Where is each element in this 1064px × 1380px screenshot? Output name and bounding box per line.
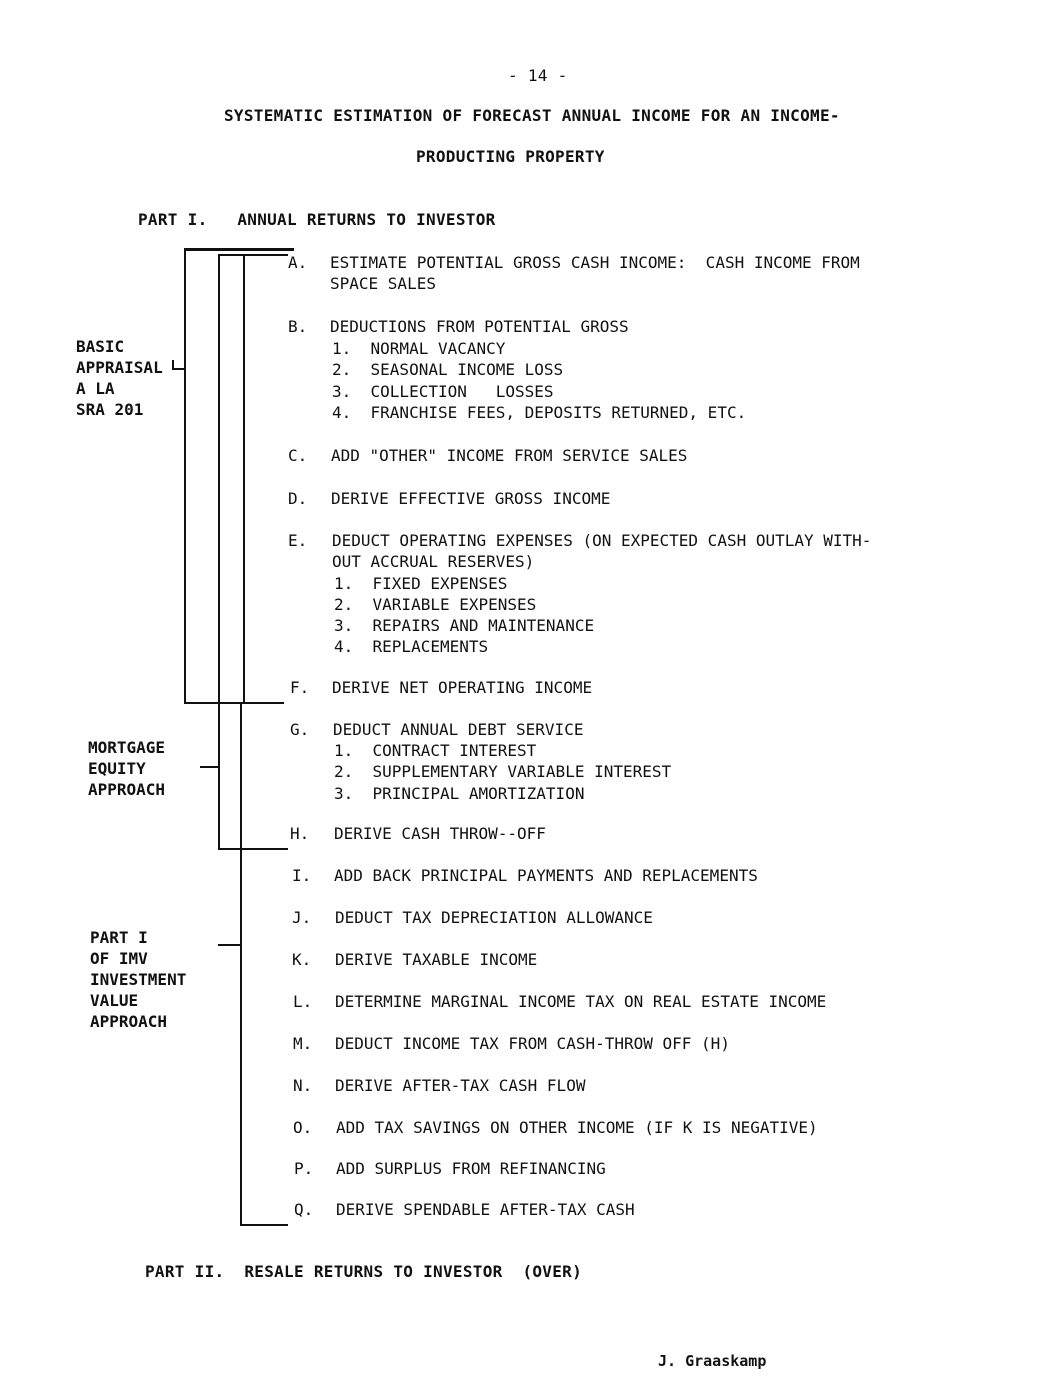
step-subitem: 1. FIXED EXPENSES xyxy=(334,574,508,593)
step-text: DEDUCT ANNUAL DEBT SERVICE xyxy=(333,720,584,739)
imv-label-line: PART I xyxy=(90,928,148,947)
step-text: DETERMINE MARGINAL INCOME TAX ON REAL ESTATE INCOME xyxy=(335,992,827,1011)
mortgage-label-line: EQUITY xyxy=(88,759,146,778)
step-letter: G. xyxy=(290,720,310,739)
step-text: DERIVE EFFECTIVE GROSS INCOME xyxy=(331,489,611,508)
step-letter: H. xyxy=(290,824,310,843)
step-subitem: 3. REPAIRS AND MAINTENANCE xyxy=(334,616,595,635)
step-text: DERIVE CASH THROW--OFF xyxy=(334,824,546,843)
step-text: DERIVE NET OPERATING INCOME xyxy=(332,678,593,697)
basic-label-line: APPRAISAL xyxy=(76,358,163,377)
step-letter: L. xyxy=(293,992,313,1011)
step-text: DERIVE TAXABLE INCOME xyxy=(335,950,538,969)
step-subitem: 4. FRANCHISE FEES, DEPOSITS RETURNED, ETC. xyxy=(332,403,747,422)
imv-label-line: INVESTMENT xyxy=(90,970,187,989)
step-subitem: 3. PRINCIPAL AMORTIZATION xyxy=(334,784,585,803)
step-letter: A. xyxy=(288,253,308,272)
imv-label-line: OF IMV xyxy=(90,949,148,968)
imv-label-line: APPROACH xyxy=(90,1012,168,1031)
part-1-heading: PART I. ANNUAL RETURNS TO INVESTOR xyxy=(138,210,496,229)
step-letter: D. xyxy=(288,489,308,508)
mortgage-equity-label xyxy=(88,737,165,800)
step-text: DEDUCT TAX DEPRECIATION ALLOWANCE xyxy=(335,908,653,927)
imv-bracket-bottom xyxy=(240,1224,288,1226)
step-letter: M. xyxy=(293,1034,313,1053)
basic-bracket-vertical xyxy=(184,248,186,704)
step-text: ADD "OTHER" INCOME FROM SERVICE SALES xyxy=(331,446,688,465)
basic-label-line: BASIC xyxy=(76,337,125,356)
imv-label-line: VALUE xyxy=(90,991,139,1010)
step-letter: K. xyxy=(292,950,312,969)
step-letter: E. xyxy=(288,531,308,550)
step-text: DEDUCTIONS FROM POTENTIAL GROSS xyxy=(330,317,629,336)
step-letter: P. xyxy=(294,1159,314,1178)
mortgage-label-line: APPROACH xyxy=(88,780,166,799)
basic-bracket-top xyxy=(184,248,294,251)
step-subitem: 1. NORMAL VACANCY xyxy=(332,339,506,358)
page-number: - 14 - xyxy=(508,66,568,85)
step-subitem: 2. VARIABLE EXPENSES xyxy=(334,595,537,614)
step-text: ADD SURPLUS FROM REFINANCING xyxy=(336,1159,606,1178)
step-letter: O. xyxy=(293,1118,313,1137)
step-subitem: 1. CONTRACT INTEREST xyxy=(334,741,537,760)
document-title-line-2: PRODUCTING PROPERTY xyxy=(416,147,605,166)
mortgage-bracket-bottom xyxy=(218,848,288,850)
part-2-heading: PART II. RESALE RETURNS TO INVESTOR (OVER) xyxy=(145,1262,583,1281)
step-text: ADD TAX SAVINGS ON OTHER INCOME (IF K IS NEGATIVE) xyxy=(336,1118,818,1137)
step-letter: I. xyxy=(292,866,312,885)
step-text: DEDUCT OPERATING EXPENSES (ON EXPECTED CASH OUTLAY WITH- xyxy=(332,531,872,550)
mortgage-bracket-vertical xyxy=(218,254,220,850)
step-letter: J. xyxy=(292,908,312,927)
inner-bracket-vertical xyxy=(243,254,245,704)
step-text: ADD BACK PRINCIPAL PAYMENTS AND REPLACEMENTS xyxy=(334,866,758,885)
step-text: DEDUCT INCOME TAX FROM CASH-THROW OFF (H) xyxy=(335,1034,730,1053)
step-letter: B. xyxy=(288,317,308,336)
step-subitem: 3. COLLECTION LOSSES xyxy=(332,382,554,401)
basic-bracket-tick-v xyxy=(172,360,174,370)
step-letter: Q. xyxy=(294,1200,314,1219)
imv-bracket-vertical xyxy=(240,704,242,1226)
imv-bracket-tick xyxy=(218,944,240,946)
basic-label-line: SRA 201 xyxy=(76,400,144,419)
step-letter: F. xyxy=(290,678,310,697)
document-title-line-1: SYSTEMATIC ESTIMATION OF FORECAST ANNUAL INCOME FOR AN INCOME- xyxy=(224,106,840,125)
step-letter: C. xyxy=(288,446,308,465)
step-text-continued: OUT ACCRUAL RESERVES) xyxy=(332,552,535,571)
step-letter: N. xyxy=(293,1076,313,1095)
mortgage-label-line: MORTGAGE xyxy=(88,738,166,757)
step-text: DERIVE AFTER-TAX CASH FLOW xyxy=(335,1076,586,1095)
step-subitem: 4. REPLACEMENTS xyxy=(334,637,489,656)
basic-label-line: A LA xyxy=(76,379,115,398)
basic-bracket-bottom xyxy=(184,702,284,704)
step-text: DERIVE SPENDABLE AFTER-TAX CASH xyxy=(336,1200,635,1219)
author-signature: J. Graaskamp xyxy=(658,1352,767,1370)
step-subitem: 2. SUPPLEMENTARY VARIABLE INTEREST xyxy=(334,762,672,781)
step-text-continued: SPACE SALES xyxy=(330,274,436,293)
basic-appraisal-label xyxy=(76,336,163,420)
step-text: ESTIMATE POTENTIAL GROSS CASH INCOME: CASH INCOME FROM xyxy=(330,253,860,272)
imv-label xyxy=(90,927,186,1032)
mortgage-bracket-top xyxy=(218,254,288,256)
step-subitem: 2. SEASONAL INCOME LOSS xyxy=(332,360,564,379)
mortgage-bracket-tick xyxy=(200,766,218,768)
